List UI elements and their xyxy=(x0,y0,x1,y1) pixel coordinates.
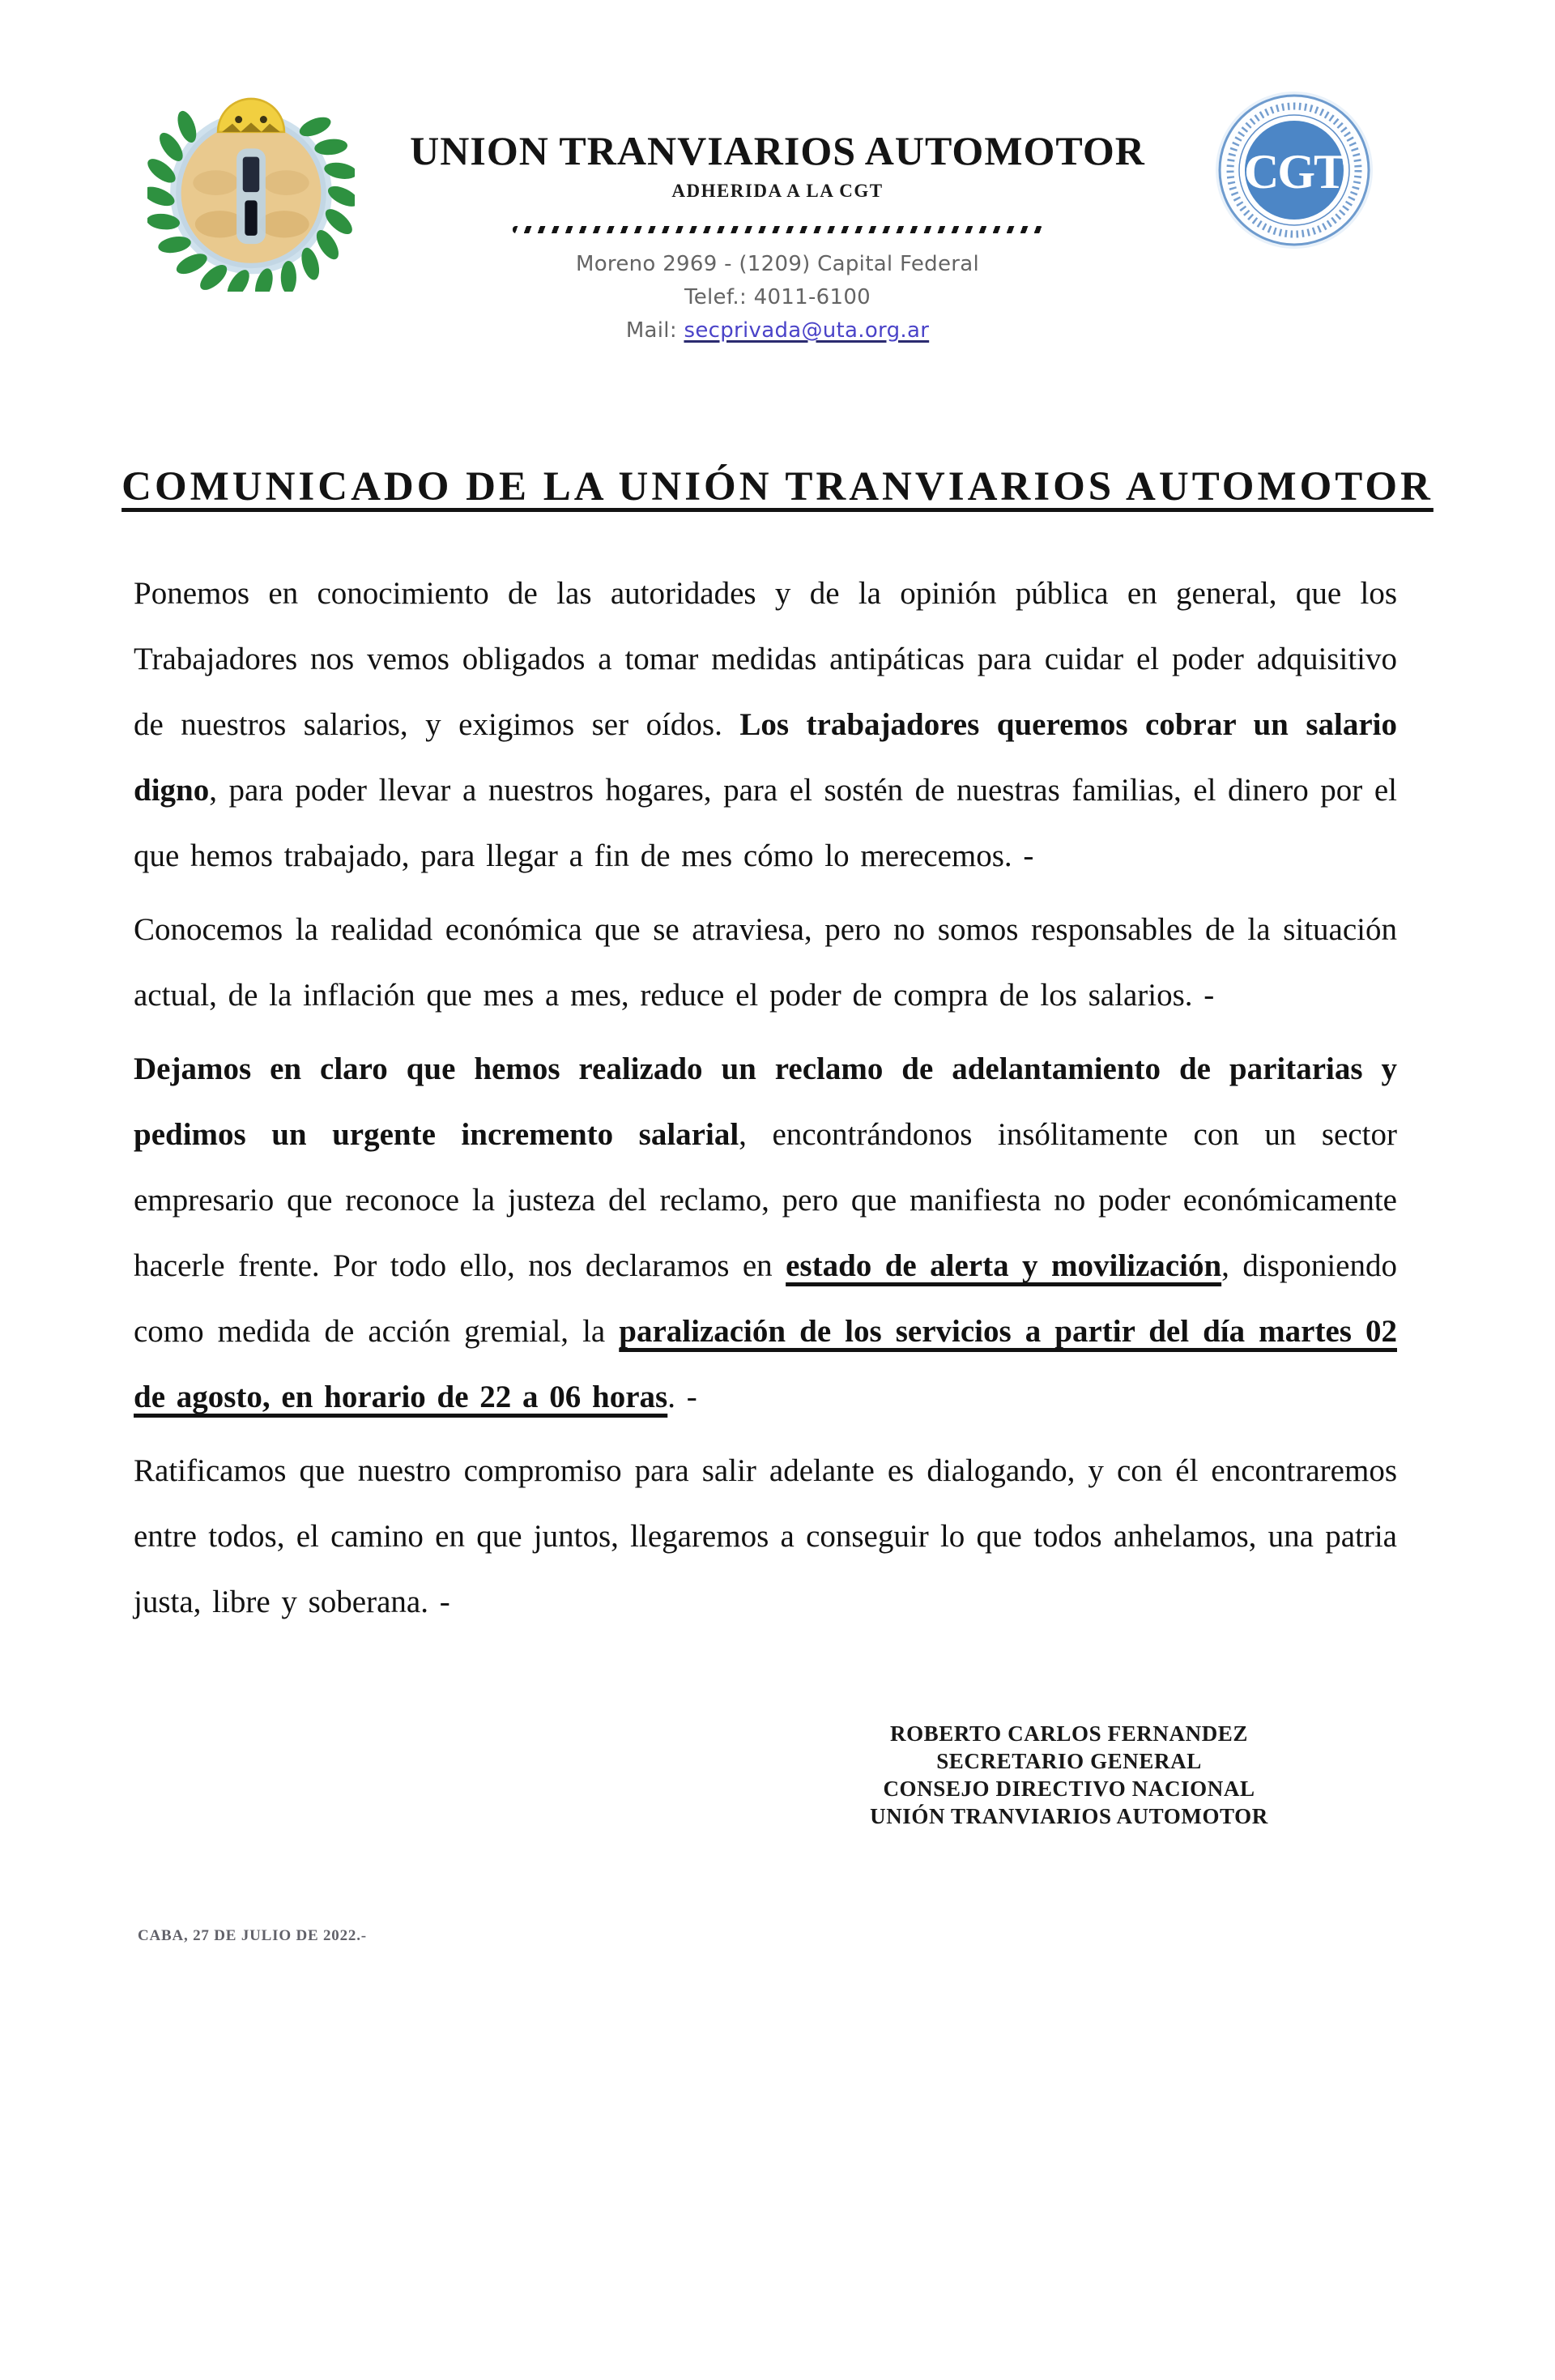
mail-link[interactable]: secprivada@uta.org.ar xyxy=(684,318,930,343)
dashed-separator xyxy=(513,226,1043,233)
body-text-segment: , para poder llevar a nuestros hogares, para el sostén de nuestras familias, el dinero por el que hemos trabajado, para llegar a fin de mes cómo lo merecemos. - xyxy=(134,773,1397,873)
paragraph xyxy=(134,1438,1397,1635)
letterhead-text xyxy=(332,128,1223,348)
signature-org: UNIÓN TRANVIARIOS AUTOMOTOR xyxy=(870,1804,1268,1828)
signature-name: ROBERTO CARLOS FERNANDEZ xyxy=(889,1721,1249,1746)
org-address: Moreno 2969 - (1209) Capital Federal xyxy=(575,252,979,276)
body-text-segment: Conocemos la realidad económica que se atraviesa, pero no somos responsables de la situación actual, de la inflación que mes a mes, reduce el poder de compra de los salarios. - xyxy=(134,912,1397,1013)
cgt-logo-icon xyxy=(1213,89,1375,251)
emphasis-bold: Dejamos en claro que hemos realizado un reclamo de adelantamiento de paritarias y pedimos un urgente incremento salarial xyxy=(134,1051,1397,1152)
body-text-segment: , encontrándonos insólitamente con un sector empresario que reconoce la justeza del reclamo, pero que manifiesta no poder económicamente hacerle frente. Por todo ello, nos declaramos en xyxy=(134,1117,1397,1283)
emphasis-bold-underline: paralización de los servicios a partir del día martes 02 de agosto, en horario de 22 a 06 horas xyxy=(134,1314,1397,1414)
body-text-segment: Ratificamos que nuestro compromiso para salir adelante es dialogando, y con él encontraremos entre todos, el camino en que juntos, llegaremos a conseguir lo que todos anhelamos, una patria justa, libre y soberana. - xyxy=(134,1453,1397,1619)
body-text-segment: Ponemos en conocimiento de las autoridades y de la opinión pública en general, que los Trabajadores nos vemos obligados a tomar medidas antipáticas para cuidar el poder adquisitivo de nuestros salarios, y exigimos ser oídos. xyxy=(134,576,1397,742)
paragraph xyxy=(134,897,1397,1028)
uta-emblem-logo xyxy=(147,84,355,292)
document-title: COMUNICADO DE LA UNIÓN TRANVIARIOS AUTOMOTOR xyxy=(121,464,1434,510)
org-mail-line xyxy=(332,314,1223,348)
emphasis-bold: Los trabajadores queremos cobrar un salario digno xyxy=(134,707,1397,808)
body-text-segment: , disponiendo como medida de acción gremial, la xyxy=(134,1248,1397,1349)
org-affiliation: ADHERIDA A LA CGT xyxy=(671,181,884,201)
body-text-segment: . - xyxy=(667,1380,697,1414)
letterhead xyxy=(0,0,1555,454)
org-phone: Telef.: 4011-6100 xyxy=(684,285,871,309)
org-name: UNION TRANVIARIOS AUTOMOTOR xyxy=(410,128,1145,173)
paragraph xyxy=(134,1036,1397,1430)
signature-title: SECRETARIO GENERAL xyxy=(936,1749,1202,1773)
emphasis-bold-underline: estado de alerta y movilización xyxy=(786,1248,1222,1283)
cgt-logo xyxy=(1213,89,1375,251)
mail-label: Mail: xyxy=(625,318,677,343)
uta-emblem-icon xyxy=(147,84,355,292)
cgt-monogram: CGT xyxy=(1243,145,1345,198)
paragraph xyxy=(134,561,1397,889)
signature-block xyxy=(778,1720,1361,1830)
signature-council: CONSEJO DIRECTIVO NACIONAL xyxy=(883,1776,1255,1801)
date-line: CABA, 27 DE JULIO DE 2022.- xyxy=(138,1927,367,1944)
document-body xyxy=(134,561,1397,1635)
